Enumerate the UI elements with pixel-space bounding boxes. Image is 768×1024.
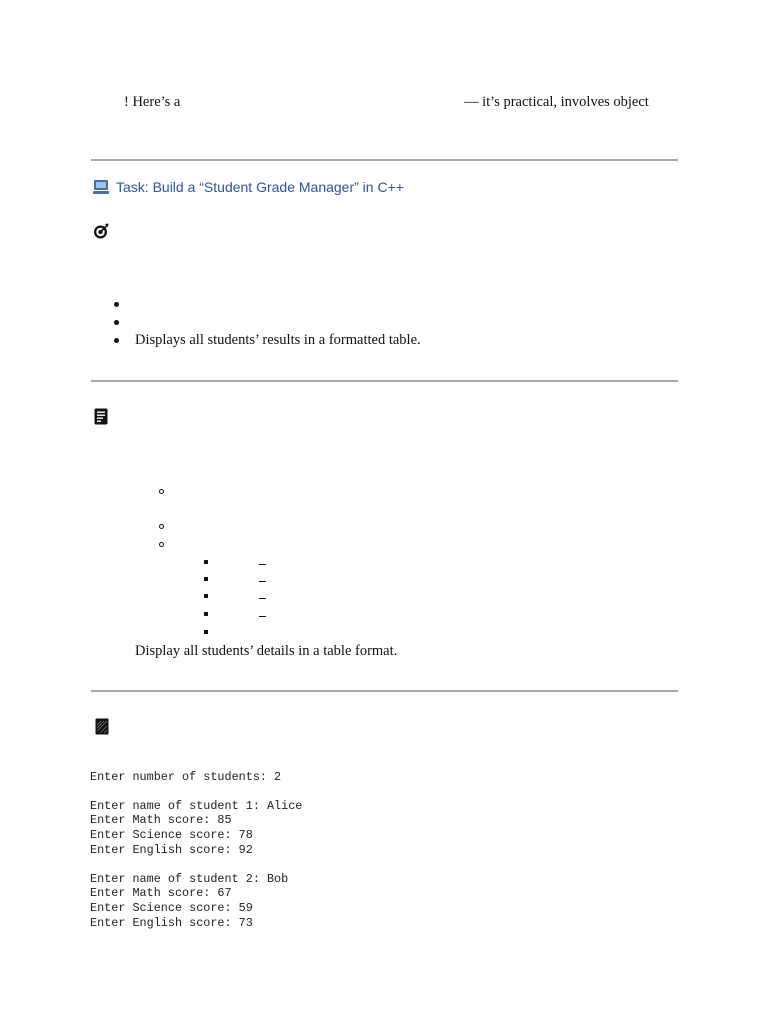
console-line: Enter Math score: 85 xyxy=(90,813,232,828)
console-line xyxy=(90,784,302,799)
console-line: Enter English score: 73 xyxy=(90,915,253,930)
sub-sub-bullet xyxy=(204,612,208,616)
sub-sub-bullet xyxy=(204,594,208,598)
console-line: Enter Math score: 67 xyxy=(90,886,232,901)
intro-fragment-end: — it’s practical, involves object xyxy=(464,94,649,110)
example-console-output xyxy=(90,755,302,945)
divider xyxy=(91,690,678,692)
computer-icon xyxy=(93,180,109,194)
divider xyxy=(91,380,678,382)
list-bullet xyxy=(114,302,119,307)
console-line: Enter name of student 1: Alice xyxy=(90,798,303,813)
intro-fragment-start: ! Here’s a xyxy=(124,94,181,110)
sub-bullet xyxy=(159,524,164,529)
list-bullet xyxy=(114,338,119,343)
dash-marker xyxy=(259,598,266,599)
task-heading: Task: Build a “Student Grade Manager” in C++ xyxy=(116,179,404,195)
notebook-icon xyxy=(95,718,109,735)
console-line xyxy=(90,857,302,872)
divider xyxy=(91,159,678,161)
dash-marker xyxy=(259,564,266,565)
dash-marker xyxy=(259,581,266,582)
sub-sub-bullet xyxy=(204,630,208,634)
console-line: Enter name of student 2: Bob xyxy=(90,871,289,886)
goal-item-3: Displays all students’ results in a formatted table. xyxy=(135,332,421,348)
dash-marker xyxy=(259,616,266,617)
console-line: Enter Science score: 78 xyxy=(90,827,253,842)
console-line: Enter number of students: 2 xyxy=(90,769,282,784)
target-icon xyxy=(93,223,109,239)
sub-bullet xyxy=(159,489,164,494)
sub-sub-bullet xyxy=(204,577,208,581)
memo-icon xyxy=(94,408,108,425)
requirements-closing-line: Display all students’ details in a table format. xyxy=(135,643,398,659)
list-bullet xyxy=(114,320,119,325)
console-line: Enter English score: 92 xyxy=(90,842,253,857)
console-line: Enter Science score: 59 xyxy=(90,900,253,915)
sub-bullet xyxy=(159,542,164,547)
sub-sub-bullet xyxy=(204,560,208,564)
